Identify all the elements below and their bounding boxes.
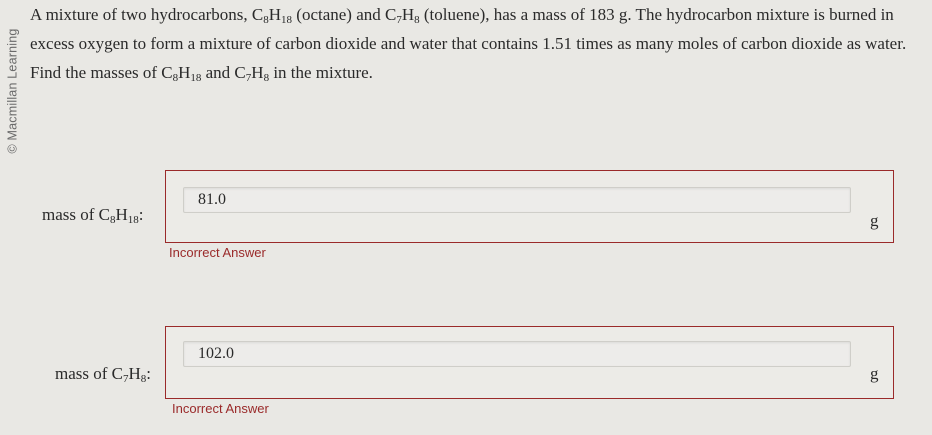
watermark-text: © Macmillan Learning <box>6 28 21 154</box>
toluene-answer-box <box>165 326 894 399</box>
octane-mass-label: mass of $C_8H_{18}$: <box>42 205 144 226</box>
toluene-unit: g <box>870 364 879 383</box>
octane-feedback: Incorrect Answer <box>169 245 266 260</box>
question-line-1: A mixture of two hydrocarbons, $C_8H_{18}$ (octane) and $C_7H_8$ (toluene), has a mass of 183 g. The hydrocarbon mixture is burned in <box>30 5 894 26</box>
toluene-feedback: Incorrect Answer <box>172 401 269 416</box>
question-text <box>30 0 925 87</box>
toluene-mass-label: mass of $C_7H_8$: <box>55 364 152 385</box>
question-line-2: excess oxygen to form a mixture of carbon dioxide and water that contains 1.51 times as many moles of carbon dioxide as water. <box>30 34 907 53</box>
octane-answer-box <box>165 170 894 243</box>
octane-mass-input[interactable] <box>183 187 851 213</box>
octane-unit: g <box>870 211 879 230</box>
toluene-mass-input[interactable] <box>183 341 851 367</box>
copyright-watermark <box>2 6 24 176</box>
question-line-3: Find the masses of $C_8H_{18}$ and $C_7H_8$ in the mixture. <box>30 63 373 84</box>
